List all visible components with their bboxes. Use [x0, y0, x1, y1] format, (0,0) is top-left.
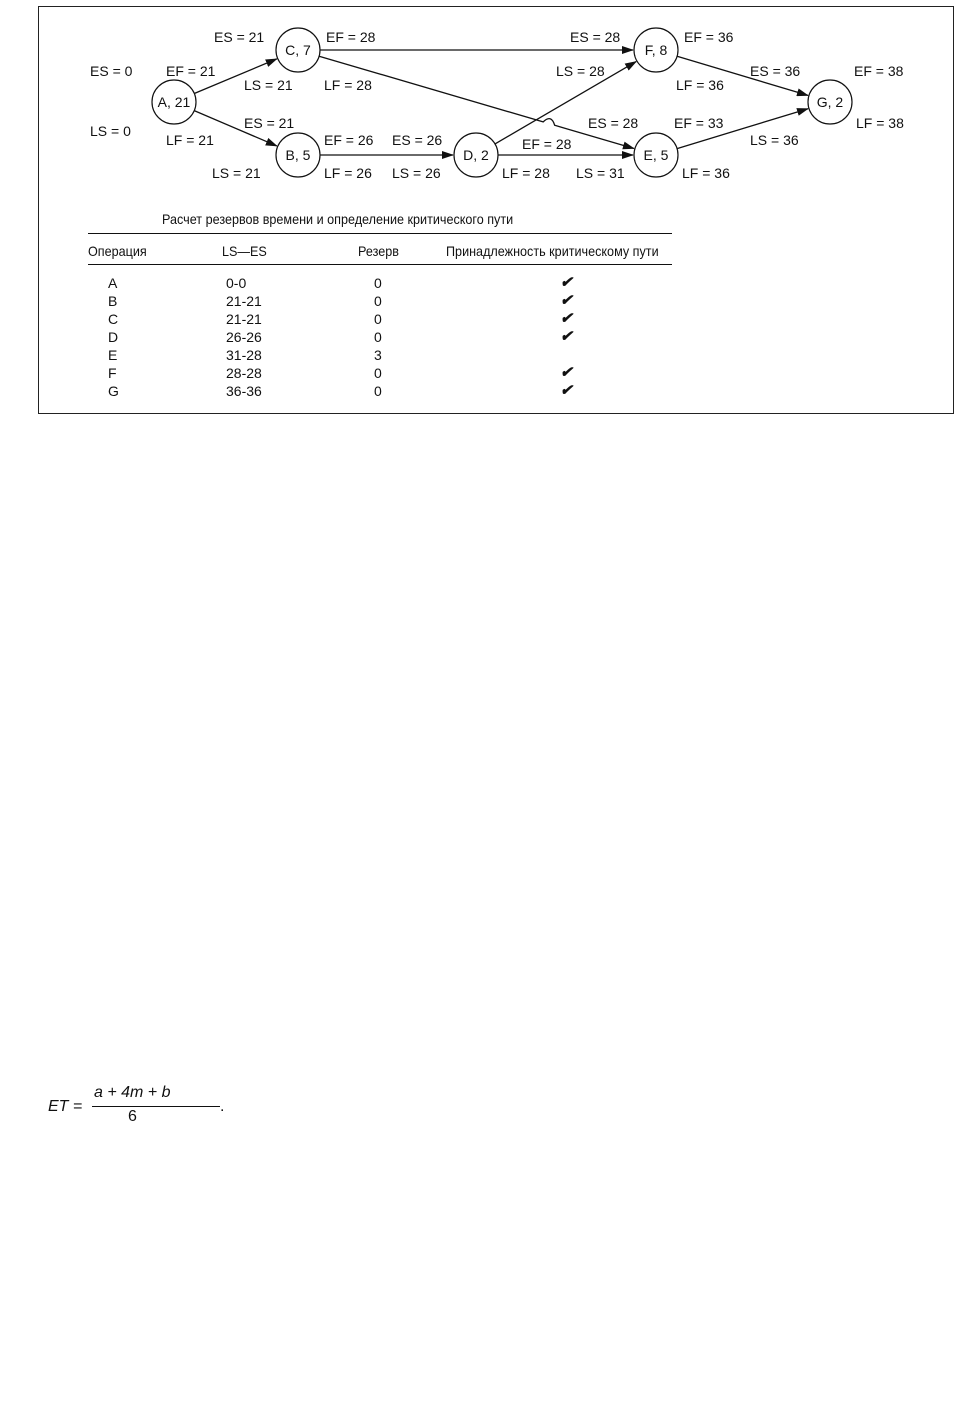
cell-ls-es: 26-26 [226, 329, 262, 345]
cell-reserve: 0 [374, 275, 382, 291]
table-top-rule [88, 233, 672, 234]
checkmark-icon: ✔ [560, 382, 573, 399]
table-row [0, 310, 962, 328]
label-ef-E: EF = 33 [674, 115, 724, 131]
cell-ls-es: 21-21 [226, 293, 262, 309]
label-ls-D: LS = 26 [392, 165, 441, 181]
label-lf-F: LF = 36 [676, 77, 724, 93]
cell-operation: D [108, 329, 119, 345]
table-title: Расчет резервов времени и определение критического пути [162, 211, 514, 227]
label-es-B: ES = 21 [244, 115, 295, 131]
label-ef-B: EF = 26 [324, 132, 374, 148]
cell-reserve: 0 [374, 365, 382, 381]
cell-ls-es: 28-28 [226, 365, 262, 381]
label-es-C: ES = 21 [214, 29, 265, 45]
header-reserve: Резерв [358, 243, 399, 259]
label-ls-C: LS = 21 [244, 77, 293, 93]
label-ef-D: EF = 28 [522, 136, 572, 152]
label-ef-F: EF = 36 [684, 29, 734, 45]
label-lf-B: LF = 26 [324, 165, 372, 181]
label-es-A: ES = 0 [90, 63, 133, 79]
label-ls-F: LS = 28 [556, 63, 605, 79]
cell-operation: F [108, 365, 117, 381]
label-lf-A: LF = 21 [166, 132, 214, 148]
formula-denominator: 6 [128, 1108, 137, 1125]
label-ls-B: LS = 21 [212, 165, 261, 181]
checkmark-icon: ✔ [560, 310, 573, 327]
table-header-rule [88, 264, 672, 265]
cell-reserve: 3 [374, 347, 382, 363]
cell-operation: B [108, 293, 118, 309]
cell-ls-es: 21-21 [226, 311, 262, 327]
header-operation: Операция [88, 243, 147, 259]
cell-operation: E [108, 347, 118, 363]
label-lf-D: LF = 28 [502, 165, 550, 181]
cell-reserve: 0 [374, 329, 382, 345]
checkmark-icon: ✔ [560, 364, 573, 381]
checkmark-icon: ✔ [560, 274, 573, 291]
cell-reserve: 0 [374, 383, 382, 399]
label-ls-A: LS = 0 [90, 123, 131, 139]
cell-ls-es: 0-0 [226, 275, 247, 291]
fraction-bar [92, 1106, 220, 1107]
label-ls-E: LS = 31 [576, 165, 625, 181]
node-label-B: B, 5 [285, 147, 311, 163]
node-label-E: E, 5 [643, 147, 669, 163]
label-es-F: ES = 28 [570, 29, 621, 45]
node-label-F: F, 8 [644, 42, 668, 58]
cell-ls-es: 36-36 [226, 383, 262, 399]
table-row [0, 328, 962, 346]
table-row [0, 346, 962, 364]
cell-reserve: 0 [374, 311, 382, 327]
node-label-C: C, 7 [285, 42, 311, 58]
cell-ls-es: 31-28 [226, 347, 262, 363]
label-es-E: ES = 28 [588, 115, 639, 131]
formula-lhs: ET = [48, 1098, 83, 1115]
formula-end: . [220, 1098, 225, 1115]
node-label-A: A, 21 [157, 94, 191, 110]
label-ls-G: LS = 36 [750, 132, 799, 148]
label-es-G: ES = 36 [750, 63, 801, 79]
header-ls-es: LS—ES [222, 243, 267, 259]
label-lf-E: LF = 36 [682, 165, 730, 181]
label-ef-C: EF = 28 [326, 29, 376, 45]
formula-numerator: a + 4m + b [94, 1084, 171, 1101]
label-ef-G: EF = 38 [854, 63, 904, 79]
checkmark-icon: ✔ [560, 292, 573, 309]
label-lf-C: LF = 28 [324, 77, 372, 93]
node-label-G: G, 2 [816, 94, 844, 110]
label-lf-G: LF = 38 [856, 115, 904, 131]
table-row [0, 274, 962, 292]
header-critical-path: Принадлежность критическому пути [446, 243, 659, 259]
node-label-D: D, 2 [463, 147, 489, 163]
checkmark-icon: ✔ [560, 328, 573, 345]
table-row [0, 382, 962, 400]
table-row [0, 292, 962, 310]
table-row [0, 364, 962, 382]
cell-operation: G [108, 383, 119, 399]
cell-reserve: 0 [374, 293, 382, 309]
label-ef-A: EF = 21 [166, 63, 216, 79]
cell-operation: C [108, 311, 119, 327]
cell-operation: A [108, 275, 118, 291]
label-es-D: ES = 26 [392, 132, 443, 148]
